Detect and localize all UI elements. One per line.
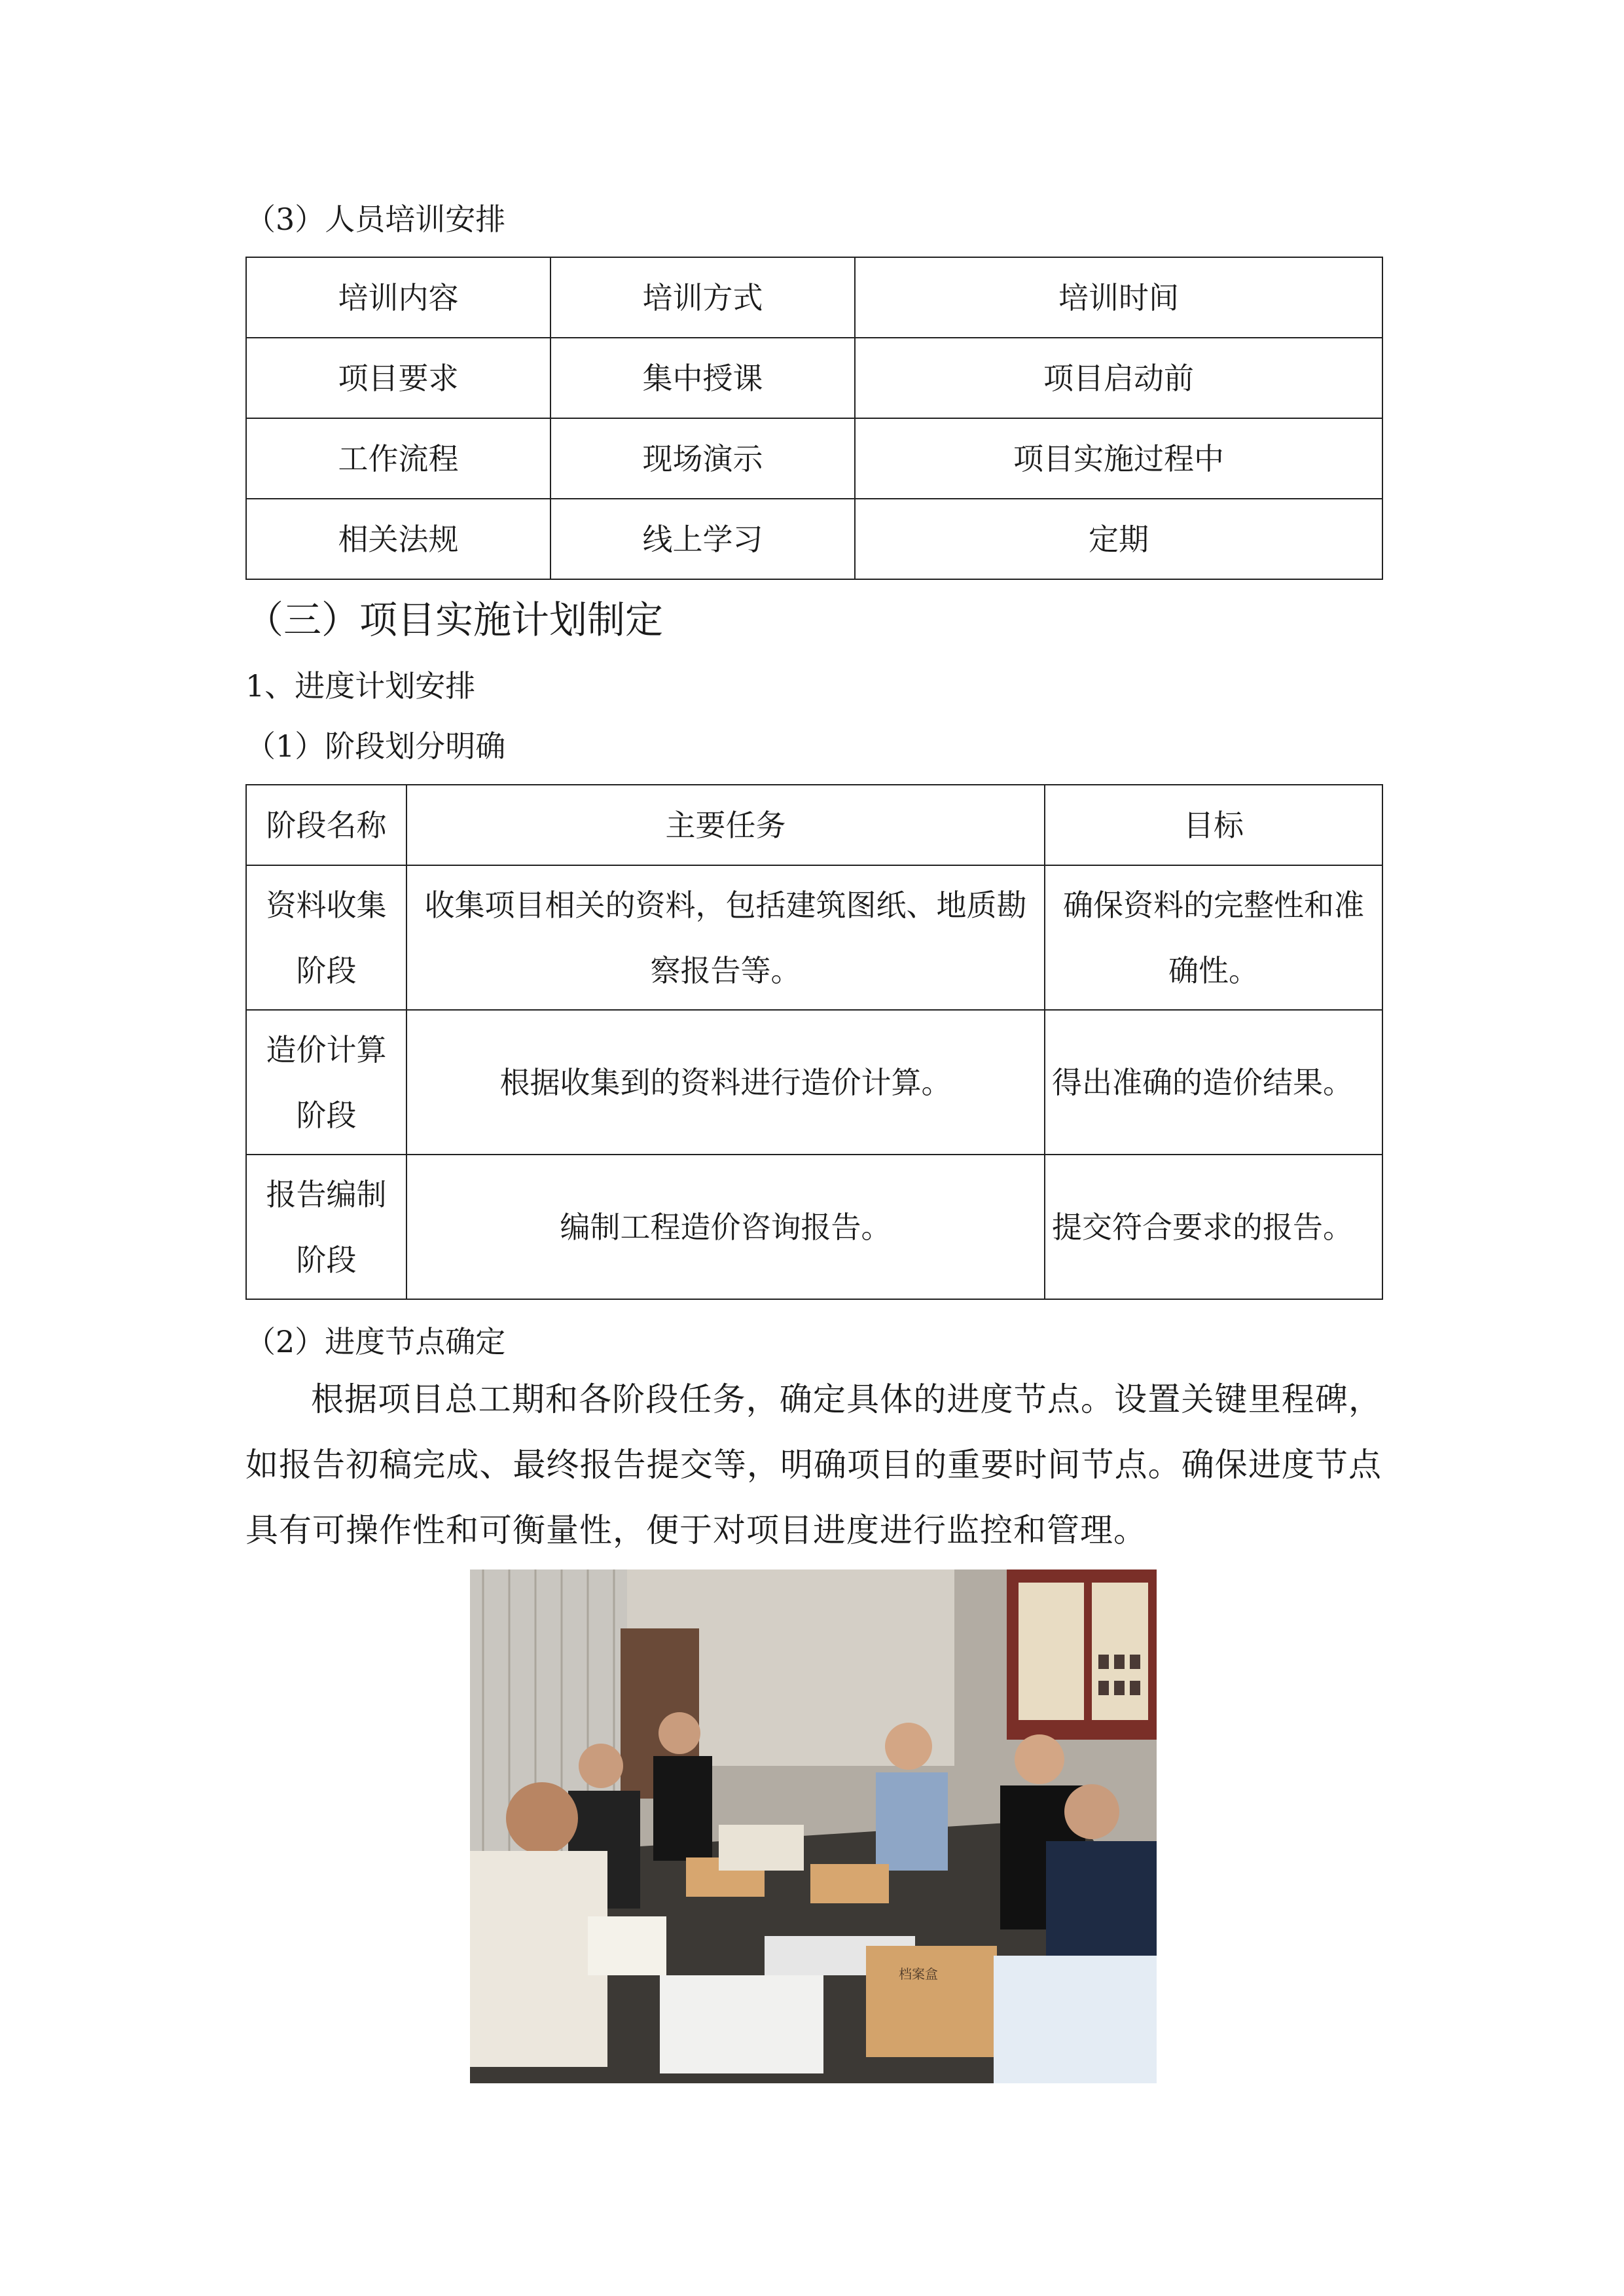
table-cell: 提交符合要求的报告。 <box>1045 1155 1382 1299</box>
table-row <box>246 418 1382 499</box>
table-row <box>246 865 1382 1010</box>
table-header-row <box>246 785 1382 865</box>
table-cell: 项目启动前 <box>855 338 1382 418</box>
table-header-cell: 培训方式 <box>550 257 855 338</box>
table-row <box>246 338 1382 418</box>
table-header-row <box>246 257 1382 338</box>
phase-section-title: （1）阶段划分明确 <box>245 728 506 764</box>
table-cell: 确保资料的完整性和准确性。 <box>1045 865 1382 1010</box>
table-cell: 线上学习 <box>550 499 855 579</box>
milestone-section-title: （2）进度节点确定 <box>245 1324 506 1359</box>
training-section-title: （3）人员培训安排 <box>245 202 506 237</box>
folder-label: 档案盒 <box>899 1966 938 1982</box>
table-cell: 项目实施过程中 <box>855 418 1382 499</box>
table-cell: 根据收集到的资料进行造价计算。 <box>406 1010 1045 1155</box>
table-cell: 相关法规 <box>246 499 550 579</box>
table-cell: 项目要求 <box>246 338 550 418</box>
table-cell: 收集项目相关的资料，包括建筑图纸、地质勘察报告等。 <box>406 865 1045 1010</box>
table-header-cell: 培训时间 <box>855 257 1382 338</box>
table-header-cell: 主要任务 <box>406 785 1045 865</box>
plan-section-heading: （三）项目实施计划制定 <box>245 598 664 642</box>
table-header-cell: 培训内容 <box>246 257 550 338</box>
table-header-cell: 目标 <box>1045 785 1382 865</box>
table-header-cell: 阶段名称 <box>246 785 406 865</box>
table-cell: 集中授课 <box>550 338 855 418</box>
phase-table <box>245 784 1383 1300</box>
table-cell: 工作流程 <box>246 418 550 499</box>
table-cell: 资料收集阶段 <box>246 865 406 1010</box>
table-row <box>246 1010 1382 1155</box>
table-cell: 报告编制阶段 <box>246 1155 406 1299</box>
table-cell: 编制工程造价咨询报告。 <box>406 1155 1045 1299</box>
table-row <box>246 1155 1382 1299</box>
meeting-photo <box>470 1570 1157 2083</box>
training-table <box>245 257 1383 580</box>
table-cell: 现场演示 <box>550 418 855 499</box>
milestone-paragraph: 根据项目总工期和各阶段任务，确定具体的进度节点。设置关键里程碑，如报告初稿完成、最终报告提交等，明确项目的重要时间节点。确保进度节点具有可操作性和可衡量性，便于对项目进度进行监控和管理。 <box>245 1380 1382 1549</box>
schedule-subheading: 1、进度计划安排 <box>245 668 476 704</box>
table-cell: 定期 <box>855 499 1382 579</box>
table-row <box>246 499 1382 579</box>
table-cell: 得出准确的造价结果。 <box>1045 1010 1382 1155</box>
table-cell: 造价计算阶段 <box>246 1010 406 1155</box>
